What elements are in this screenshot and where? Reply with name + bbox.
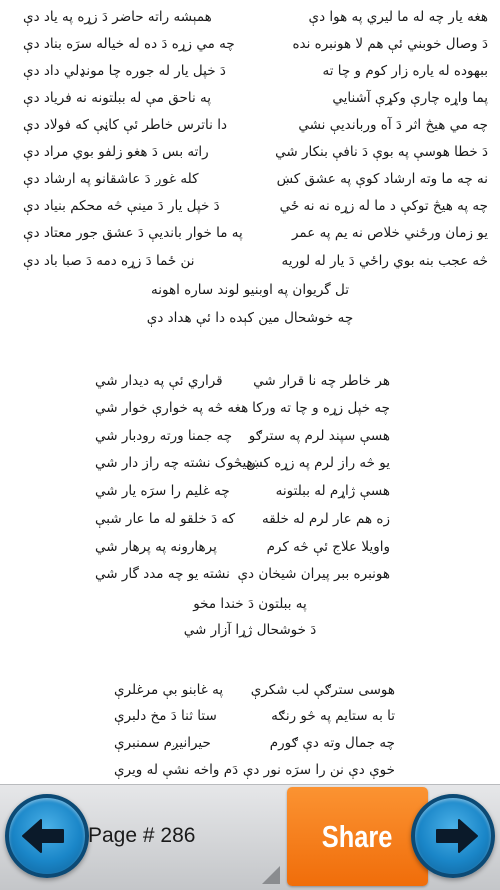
verse-line: قراري ئې په ديدار شي — [95, 373, 223, 389]
verse-line: پرهارونه په پرهار شي — [95, 539, 217, 555]
page-number-label: Page # 286 — [88, 824, 196, 847]
verse-line: هغه يار چه له ما ليري په هوا دې — [308, 9, 488, 25]
verse-line: هونبره ببر پيران شيخان دې — [237, 566, 390, 582]
couplet-line: دَ خوشحال ژړا آزار شي — [183, 622, 317, 638]
verse-line: چه مي زړه دَ ده له خياله سرَه بناد دې — [23, 36, 235, 52]
verse-line: همېشه راته حاضر دَ زړه په ياد دې — [23, 9, 212, 25]
verse-line: چه مي هيڅ اثر دَ آه وربانديې نشي — [298, 117, 488, 133]
verse-line: واويلا علاج ئې څه کرم — [266, 539, 390, 555]
verse-line: دَم واخه نشې له ويرې — [114, 762, 239, 778]
couplet-line: چه خوشحال مين کېده دا ئې هداد دې — [146, 310, 354, 326]
verse-line: راته بس دَ هغو زلفو بوي مراد دې — [23, 144, 209, 160]
verse-line: کله غوږ دَ عاشقانو په ارشاد دې — [23, 171, 199, 187]
verse-line: چه غليم را سرَه يار شي — [95, 483, 230, 499]
verse-line: په ناحق مې له ببلتونه نه فرياد دې — [23, 90, 212, 106]
verse-line: هيڅوک نشته چه راز دار شي — [95, 455, 254, 471]
verse-line: په ما خوار بانديې دَ عشق جور معتاد دې — [23, 225, 243, 241]
verse-line: په غابنو بې مرغلرې — [114, 682, 224, 698]
verse-line: هسې سپند لرم په سترګو — [248, 428, 390, 444]
verse-line: چه جمال وته دې ګورم — [269, 735, 395, 751]
share-button-label: Share — [322, 818, 393, 854]
share-button[interactable] — [287, 787, 428, 886]
left-arrow-icon — [9, 798, 85, 874]
verse-line: که دَ خلقو له ما عار شبې — [95, 511, 236, 527]
verse-line: دَ وصال خوبني ئې هم لا هونبره نده — [292, 36, 488, 52]
next-page-button[interactable] — [411, 794, 495, 878]
verse-line: هغه څه په خوارې خوار شي — [95, 400, 249, 416]
verse-line: زه هم عار لرم له خلقه — [262, 511, 390, 527]
verse-line: هسې ژاړم له ببلتونه — [275, 483, 390, 499]
right-arrow-icon — [415, 798, 491, 874]
verse-line: يو څه راز لرم په زړه کښ — [246, 455, 390, 471]
couplet-line: تل گريوان په اوبنيو لوند ساره اهونه — [151, 282, 349, 298]
verse-line: خوې دې نن را سرَه نور دې — [242, 762, 395, 778]
verse-line: يو زمان ورځني خلاص نه يم په عمر — [291, 225, 488, 241]
verse-line: هوسى سترګې لب شکرې — [250, 682, 395, 698]
verse-line: حيرانيږم سمنبرې — [114, 735, 211, 751]
verse-line: ستا ثنا دَ مخ دلبرې — [114, 708, 217, 724]
previous-page-button[interactable] — [5, 794, 89, 878]
verse-line: دَ خطا هوسې په بوې دَ نافې بنکار شي — [275, 144, 488, 160]
verse-line: دَ خپل يار له جوره چا مونډلي داد دې — [23, 63, 226, 79]
page-curl-icon — [262, 866, 280, 884]
verse-line: هر خاطر چه نا قرار شي — [253, 373, 390, 389]
verse-line: چه په هيڅ توکې د ما له زړه نه نه ځي — [279, 198, 488, 214]
verse-line: نه چه ما وته ارشاد کوې په عشق کښ — [276, 171, 488, 187]
verse-line: دا ناترس خاطر ئې کاڼې که فولاد دې — [23, 117, 227, 133]
verse-line: څه عجب بنه بوي راځي دَ يار له لوريه — [281, 253, 488, 269]
verse-line: چه جمنا ورته رودبار شي — [95, 428, 233, 444]
verse-line: ببهوده له ياره زار کوم و چا ته — [322, 63, 488, 79]
verse-line: چه خپل زړه و چا ته ورکا — [252, 400, 390, 416]
verse-line: نن ځما دَ زړه دمه دَ صبا باد دې — [23, 253, 195, 269]
verse-line: نشته يو چه مدد گار شي — [95, 566, 230, 582]
verse-line: تا به ستايم په څو رنګه — [271, 708, 395, 724]
verse-line: پما واړه چارې وکړې آشنايي — [332, 90, 488, 106]
couplet-line: په ببلتون دَ خندا مخو — [193, 596, 307, 612]
verse-line: دَ خپل يار دَ مينې څه محکم بنياد دې — [23, 198, 220, 214]
